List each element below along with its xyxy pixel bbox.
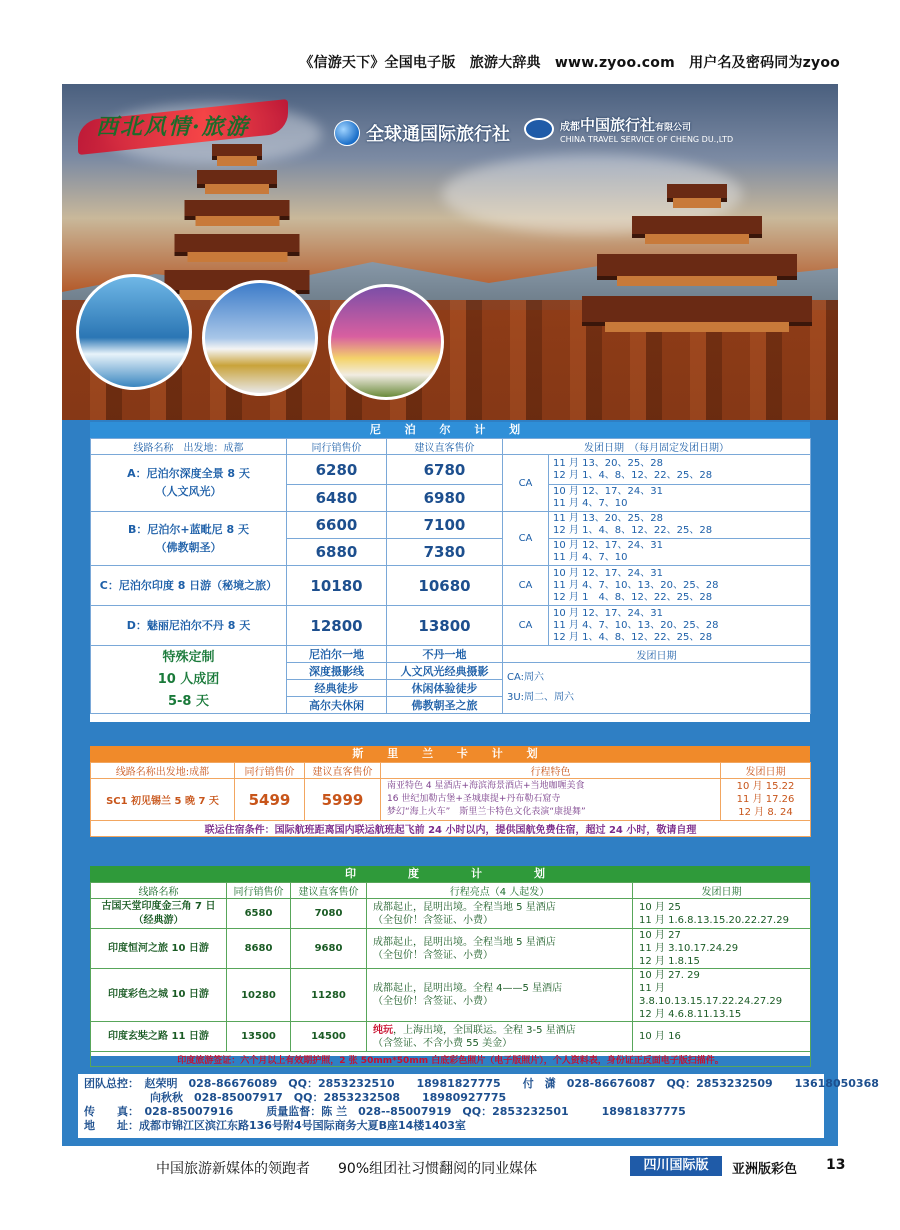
custom-option: 经典徒步 [287,680,387,697]
date-line: 11 月 4、7、10、13、20、25、28 [553,619,719,631]
page-number: 13 [826,1157,846,1173]
custom-line: 特殊定制 [162,649,215,665]
trade-price: 6600 [287,512,387,539]
date-line: 10 月 12、17、24、31 [553,540,663,551]
retail-price: 7080 [291,899,367,929]
route-name: 印度恒河之旅 10 日游 [91,929,227,969]
airline: CA [503,455,549,512]
dates [549,566,811,606]
date-line: 11 月 4、7、10 [553,552,628,563]
footer [0,1152,900,1180]
custom-option: 佛教朝圣之旅 [387,697,503,714]
edition-badge: 四川国际版 [630,1156,722,1176]
date-line: 3U:周二、周六 [507,692,575,703]
contact-line: 传 真： 028-85007916 质量监督：陈 兰 028--85007919 QQ：2853232501 18981837775 [84,1105,686,1118]
feature-highlight: 纯玩 [373,1024,393,1036]
photo-beach-circle [76,274,192,390]
date-line: 11 月 3.10.17.24.29 [639,943,739,954]
route-line: 古国天堂印度金三角 7 日 [101,900,216,912]
features [381,779,721,821]
trade-price: 10280 [227,969,291,1022]
route-sub: （人文风光） [155,485,222,498]
banner-logo-text: 西北风情·旅游 [96,114,250,140]
trade-price: 6580 [227,899,291,929]
col-header: 线路名称出发地:成都 [91,763,235,779]
ad-sheet [62,84,879,1146]
srilanka-panel [90,746,810,836]
features [367,969,633,1022]
india-title: 印 度 计 划 [90,866,810,882]
retail-price: 13800 [387,606,503,646]
route-sc1: SC1 初见锡兰 5 晚 7 天 [91,779,235,821]
dates: 10 月 16 [633,1022,811,1052]
retail-price: 11280 [291,969,367,1022]
feature-line: （全包价！含签证、小费） [373,914,493,926]
agency-cts-suffix: 有限公司 [655,123,692,133]
date-line: 12 月 4.6.8.11.13.15 [639,1009,742,1020]
india-panel [90,866,810,1066]
dates [549,485,811,512]
date-line: 10 月 15.22 [736,781,795,792]
feature-text: ，上海出境，全国联运。全程 3-5 星酒店 [393,1024,576,1036]
date-line: 12 月 1.8.15 [639,956,700,967]
route-sub: （佛教朝圣） [155,540,222,554]
retail-price: 10680 [387,566,503,606]
date-line: 12 月 1、4、8、12、22、25、28 [553,525,713,536]
agency-global-name: 全球通国际旅行社 [366,124,510,145]
globe-icon [334,120,360,146]
col-header: 建议直客售价 [305,763,381,779]
feature-line: 16 世纪加勒古堡+圣城康提+丹布勒石窟寺 [387,794,561,804]
dates [633,969,811,1022]
india-table [90,882,811,1067]
col-header: 建议直客售价 [387,439,503,455]
feature-line: 南亚特色 4 星酒店+海滨海景酒店+当地咖喱美食 [387,781,585,791]
trade-price: 6880 [287,539,387,566]
trade-price: 10180 [287,566,387,606]
feature-line: （含签证、不含小费 55 美金） [373,1037,513,1049]
route-name: B：尼泊尔+蓝毗尼 8 天 [128,522,249,536]
route-a [91,455,287,512]
date-line: 10 月 25 [639,901,681,913]
india-note: 印度旅游签证：六个月以上有效期护照，2 张 50mm*50mm 白底彩色照片（电子版照片），个人资料表，身份证正反面电子版扫描件。 [91,1052,811,1067]
nepal-table [90,438,811,714]
agency-global [334,118,510,148]
date-line: 12 月 1、4、8、12、22、25、28 [553,469,713,481]
trade-price: 13500 [227,1022,291,1052]
col-header: 线路名称 [91,883,227,899]
date-line: 11 月 17.26 [736,794,795,805]
custom-option: 人文风光经典摄影 [387,663,503,680]
contact-line: 地 址：成都市锦江区滨江东路136号附4号国际商务大夏B座14楼1403室 [84,1119,466,1132]
retail-price: 14500 [291,1022,367,1052]
retail-price: 7100 [387,512,503,539]
custom-line: 10 人成团 [157,671,220,687]
date-line: 10 月 12、17、24、31 [553,567,663,579]
custom-option: 深度摄影线 [287,663,387,680]
table-row [91,969,811,1022]
custom-date-head: 发团日期 [503,646,811,663]
custom-option: 尼泊尔一地 [287,646,387,663]
date-line: 11 月 4、7、10 [553,498,628,509]
date-line: 11 月 13、20、25、28 [553,457,663,469]
features [367,929,633,969]
cts-emblem-icon [524,118,554,140]
date-line: 10 月 27 [639,930,681,941]
feature-line: （全包价！含签证、小费） [373,949,493,961]
feature-line [373,1024,632,1037]
retail-price: 6980 [387,485,503,512]
retail-price: 9680 [291,929,367,969]
dates [549,539,811,566]
col-header: 行程亮点（4 人起发） [367,883,633,899]
srilanka-title: 斯 里 兰 卡 计 划 [90,746,810,762]
date-line: 12 月 1、4、8、12、22、25、28 [553,631,713,643]
top-header: 《信游天下》全国电子版 旅游大辞典 www.zyoo.com 用户名及密码同为zyoo [299,55,840,71]
custom-option: 不丹一地 [387,646,503,663]
hero-banner [62,84,838,420]
date-line: 11 月 13、20、25、28 [553,513,663,524]
dates [549,455,811,485]
trade-price: 6480 [287,485,387,512]
col-header: 线路名称 出发地：成都 [91,439,287,455]
custom-dates [503,663,811,714]
trade-price: 5499 [235,779,305,821]
retail-price: 7380 [387,539,503,566]
route-d: D：魅丽尼泊尔不丹 8 天 [91,606,287,646]
feature-line: 成都起止，昆明出境。全程 4——5 星酒店 [373,983,563,994]
table-row [91,1022,811,1052]
trade-price: 12800 [287,606,387,646]
route-b [91,512,287,566]
trade-price: 8680 [227,929,291,969]
dates [633,929,811,969]
date-line: 10 月 27. 29 [639,970,700,981]
custom-tour [91,646,287,714]
custom-option: 休闲体验徒步 [387,680,503,697]
col-header: 行程特色 [381,763,721,779]
agency-cts-en: CHINA TRAVEL SERVICE OF CHENG DU.,LTD [560,135,734,144]
dates [721,779,811,821]
photo-tajmahal-circle [328,284,444,400]
col-header: 同行销售价 [287,439,387,455]
trade-price: 6280 [287,455,387,485]
custom-line: 5-8 天 [167,693,209,709]
photo-stupa-circle [202,280,318,396]
route-name: A：尼泊尔深度全景 8 天 [127,467,250,480]
custom-option: 高尔夫休闲 [287,697,387,714]
airline: CA [503,606,549,646]
route-name [91,899,227,929]
date-line: 10 月 12、17、24、31 [553,486,663,497]
route-name: 印度彩色之城 10 日游 [91,969,227,1022]
pagoda-right-shape [582,184,812,374]
features [367,1022,633,1052]
feature-line: （全包价！含签证、小费） [373,996,493,1007]
date-line: 11 月 4、7、10、13、20、25、28 [553,579,719,591]
dates [633,899,811,929]
col-header: 发团日期 [721,763,811,779]
retail-price: 6780 [387,455,503,485]
dates [549,606,811,646]
dates [549,512,811,539]
col-header: 同行销售价 [227,883,291,899]
contact-line: 向秋秋 028-85007917 QQ：2853232508 18980927775 [84,1091,507,1104]
date-line: 11 月 1.6.8.13.15.20.22.27.29 [639,914,789,926]
agency-cts-prefix: 成都 [560,122,580,133]
route-sub: （经典游） [133,914,184,926]
table-row [91,929,811,969]
contact-line: 团队总控： 赵荣明 028-86676089 QQ：2853232510 18981827775 付 潇 028-86676087 QQ：2853232509 13618050368 [84,1077,879,1090]
nepal-panel [90,422,810,722]
feature-line: 成都起止，昆明出境。全程当地 5 星酒店 [373,901,556,913]
route-c: C：尼泊尔印度 8 日游（秘境之旅） [91,566,287,606]
contact-block [78,1074,879,1138]
agency-cts [524,114,733,144]
airline: CA [503,566,549,606]
col-header: 建议直客售价 [291,883,367,899]
date-line: 11 月 3.8.10.13.15.17.22.24.27.29 [639,983,783,1007]
srilanka-note: 联运住宿条件：国际航班距离国内联运航班起飞前 24 小时以内，提供国航免费住宿，超过 24 小时，敬请自理 [91,821,811,837]
agency-cts-name: 中国旅行社 [580,116,656,134]
airline: CA [503,512,549,566]
retail-price: 5999 [305,779,381,821]
table-row [91,899,811,929]
edition-label: 亚洲版彩色 [732,1162,798,1177]
route-name: 印度玄奘之路 11 日游 [91,1022,227,1052]
date-line: 10 月 12、17、24、31 [553,607,663,619]
nepal-title: 尼 泊 尔 计 划 [90,422,810,438]
feature-line: 成都起止，昆明出境。全程当地 5 星酒店 [373,936,556,948]
features [367,899,633,929]
col-header: 发团日期 [633,883,811,899]
srilanka-table [90,762,811,837]
date-line: 12 月 1 4、8、12、22、25、28 [553,591,713,603]
col-header: 同行销售价 [235,763,305,779]
col-header: 发团日期 （每月固定发团日期） [503,439,811,455]
date-line: 12 月 8. 24 [738,807,793,818]
footer-slogan: 中国旅游新媒体的领跑者 90%组团社习惯翻阅的同业媒体 [156,1161,538,1177]
feature-line: 梦幻“海上火车” 斯里兰卡特色文化表演“康提舞” [387,807,586,817]
banner-logo [78,94,288,154]
date-line: CA:周六 [507,672,545,683]
